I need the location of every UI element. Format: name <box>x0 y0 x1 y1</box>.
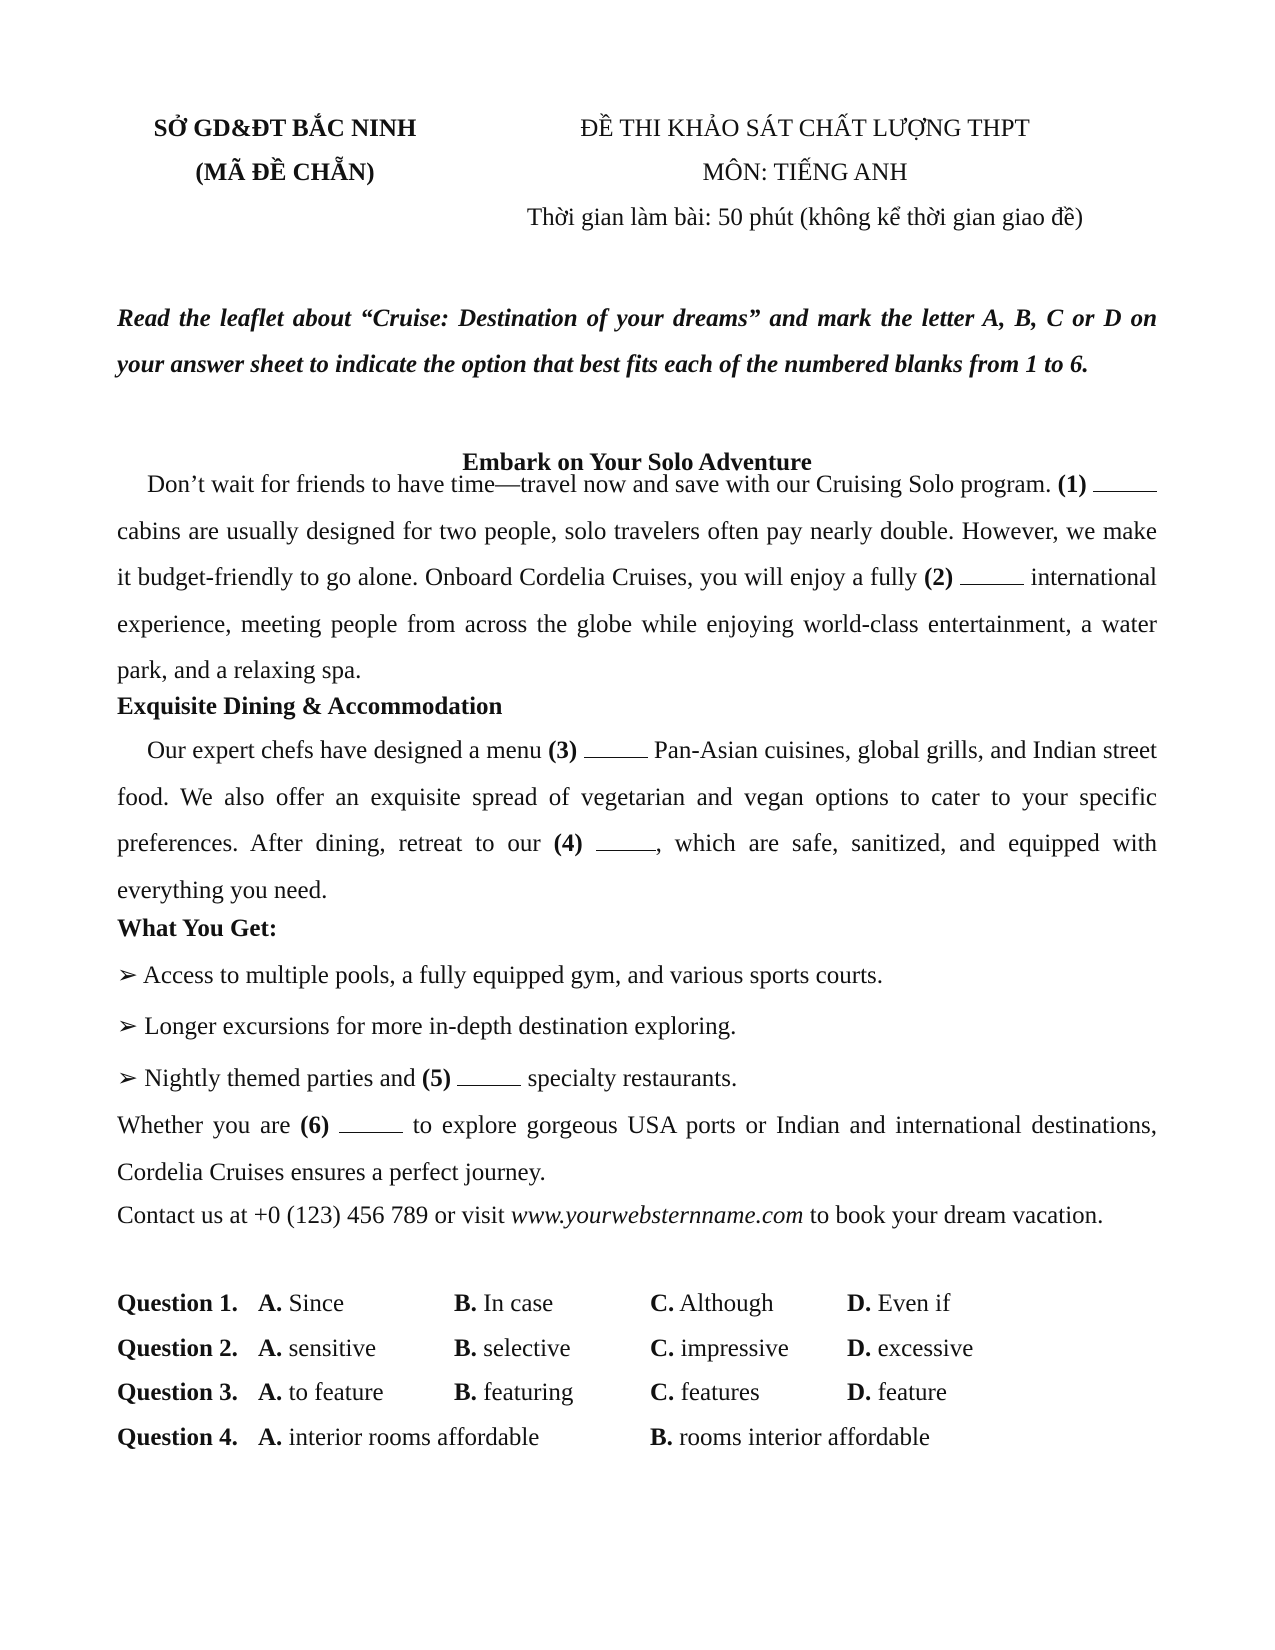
school-name: SỞ GD&ĐT BẮC NINH <box>153 115 417 142</box>
heading-what-you-get: What You Get: <box>117 915 278 942</box>
option-letter: C. <box>650 1290 675 1317</box>
option-a: Since <box>288 1290 345 1317</box>
website-url: www.yourwebsternname.com <box>510 1202 804 1229</box>
blank-number-6: (6) <box>300 1112 330 1139</box>
option-b: featuring <box>483 1379 574 1406</box>
option-letter: A. <box>258 1335 283 1362</box>
heading-dining: Exquisite Dining & Accommodation <box>117 693 503 720</box>
option-letter: B. <box>650 1424 673 1451</box>
blank-5 <box>457 1059 521 1086</box>
p2-text-3: , which are safe, sanitized, and equipped with everything you need. <box>117 830 1158 904</box>
blank-number-3: (3) <box>548 737 578 764</box>
p3-text-1: Whether you are <box>117 1112 291 1139</box>
option-letter: A. <box>258 1290 283 1317</box>
option-c: features <box>680 1379 760 1406</box>
contact-text: Contact us at +0 (123) 456 789 or visit <box>117 1202 505 1229</box>
contact-text-end: to book your dream vacation. <box>809 1202 1104 1229</box>
blank-6 <box>339 1106 403 1133</box>
bullet-text: Nightly themed parties and <box>144 1065 416 1092</box>
bullet-item <box>117 1004 1157 1050</box>
option-c: Although <box>679 1290 774 1317</box>
option-letter: B. <box>454 1335 477 1362</box>
blank-2 <box>960 558 1024 585</box>
option-a: to feature <box>288 1379 384 1406</box>
option-letter: B. <box>454 1379 477 1406</box>
option-d: excessive <box>877 1335 974 1362</box>
question-label: Question 2. <box>117 1335 238 1362</box>
bullet-text: specialty restaurants. <box>527 1065 738 1092</box>
blank-number-5: (5) <box>421 1065 452 1092</box>
p2-text-1: Our expert chefs have designed a menu <box>147 737 542 764</box>
exam-subject: MÔN: TIẾNG ANH <box>702 159 908 186</box>
bullet-arrow-icon: ➢ <box>117 1013 138 1040</box>
exam-code: (MÃ ĐỀ CHẴN) <box>195 159 375 186</box>
option-b: rooms interior affordable <box>679 1424 931 1451</box>
blank-1 <box>1093 465 1157 492</box>
p1-text-2: cabins are usually designed for two people, solo travelers often pay nearly double. However, we make it budget-friendly to go alone. Onboard Cordelia Cruises, you will enjoy a fully <box>117 517 1157 591</box>
p1-text-1: Don’t wait for friends to have time—travel now and save with our Cruising Solo program. <box>147 471 1052 498</box>
bullet-text: Access to multiple pools, a fully equipped gym, and various sports courts. <box>142 962 883 989</box>
option-b: selective <box>483 1335 571 1362</box>
option-a: interior rooms affordable <box>288 1424 540 1451</box>
question-label: Question 4. <box>117 1424 238 1451</box>
bullet-text: Longer excursions for more in-depth destination exploring. <box>144 1013 737 1040</box>
paragraph-contact <box>117 1193 1157 1240</box>
blank-number-4: (4) <box>553 830 583 857</box>
option-letter: A. <box>258 1424 283 1451</box>
question-label: Question 1. <box>117 1290 238 1317</box>
bullet-arrow-icon: ➢ <box>117 962 138 989</box>
option-d: Even if <box>877 1290 951 1317</box>
p2-text-2: Pan-Asian cuisines, global grills, and Indian street food. We also offer an exquisite spread of vegetarian and vegan options to cater to your specific preferences. After dining, retreat to our <box>117 737 1157 857</box>
exam-duration: Thời gian làm bài: 50 phút (không kể thời gian giao đề) <box>526 204 1084 231</box>
option-c: impressive <box>680 1335 789 1362</box>
option-b: In case <box>483 1290 554 1317</box>
bullet-item <box>117 953 1157 999</box>
option-letter: C. <box>650 1379 675 1406</box>
option-letter: D. <box>847 1290 872 1317</box>
blank-number-1: (1) <box>1057 471 1087 498</box>
option-a: sensitive <box>288 1335 377 1362</box>
p3-text-2: to explore gorgeous USA ports or Indian and international destinations, Cordelia Cruises ensures a perfect journey. <box>117 1112 1158 1186</box>
p1-text-3: international experience, meeting people from across the globe while enjoying world-class entertainment, a water park, and a relaxing spa. <box>117 564 1157 684</box>
question-label: Question 3. <box>117 1379 238 1406</box>
bullet-arrow-icon: ➢ <box>117 1065 138 1092</box>
option-letter: A. <box>258 1379 283 1406</box>
exam-title: ĐỀ THI KHẢO SÁT CHẤT LƯỢNG THPT <box>580 115 1030 142</box>
bullet-item <box>117 1056 1157 1102</box>
option-letter: B. <box>454 1290 477 1317</box>
option-letter: C. <box>650 1335 675 1362</box>
instruction-text: Read the leaflet about “Cruise: Destination of your dreams” and mark the letter A, B, C or D on your answer sheet to indicate the option that best fits each of the numbered blanks from 1 to 6. <box>117 305 1157 378</box>
blank-number-2: (2) <box>924 564 954 591</box>
option-d: feature <box>877 1379 947 1406</box>
blank-4 <box>596 824 656 851</box>
paragraph-whether <box>117 1103 1157 1196</box>
leaflet-title: Embark on Your Solo Adventure <box>462 449 812 476</box>
paragraph-intro <box>117 462 1157 695</box>
option-letter: D. <box>847 1379 872 1406</box>
option-letter: D. <box>847 1335 872 1362</box>
blank-3 <box>584 731 648 758</box>
paragraph-dining <box>117 728 1157 914</box>
